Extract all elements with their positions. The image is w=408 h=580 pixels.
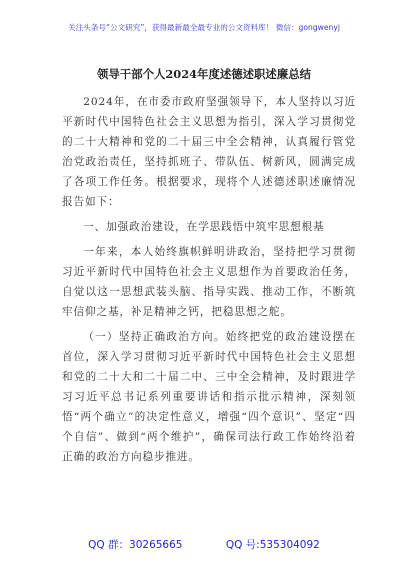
intro-paragraph: 2024年，在市委市政府坚强领导下，本人坚持以习近平新时代中国特色社会主义思想为指引，深入学习贯彻党的二十大精神和党的二十届三中全会精神，认真履行管党治党政治责任，坚持抓班子、带队伍、树新风，圆满完成了各项工作任务。根据要求，现将个人述德述职述廉情况报告如下： <box>62 96 356 208</box>
qq-group-number: QQ 群：30265665 <box>88 539 183 551</box>
contact-footer <box>0 537 408 552</box>
section-heading: 一、加强政治建设，在学思践悟中筑牢思想根基 <box>83 221 325 233</box>
promo-banner: 关注头条号“公文研究”，获得最新最全最专业的公文资料库！ 微信：gongwenyj <box>68 23 340 32</box>
body-paragraph: 一年来，本人始终旗帜鲜明讲政治，坚持把学习贯彻习近平新时代中国特色社会主义思想作为首要政治任务，自觉以这一思想武装头脑、指导实践、推动工作，不断筑牢信仰之基，补足精神之钙，把稳思想之舵。 <box>62 246 356 318</box>
qq-account-number: QQ 号:535304092 <box>225 539 320 551</box>
subsection-paragraph: （一）坚持正确政治方向。始终把党的政治建设摆在首位，深入学习贯彻习近平新时代中国特色社会主义思想和党的二十大和二十届二中、三中全会精神，及时跟进学习习近平总书记系列重要讲话和指示批示精神，深刻领悟“两个确立”的决定性意义，增强“四个意识”、坚定“四个自信”、做到“两个维护”，确保司法行政工作始终沿着正确的政治方向稳步推进。 <box>62 331 356 463</box>
page-title: 领导干部个人2024年度述德述职述廉总结 <box>97 67 311 81</box>
document-body <box>62 92 356 467</box>
